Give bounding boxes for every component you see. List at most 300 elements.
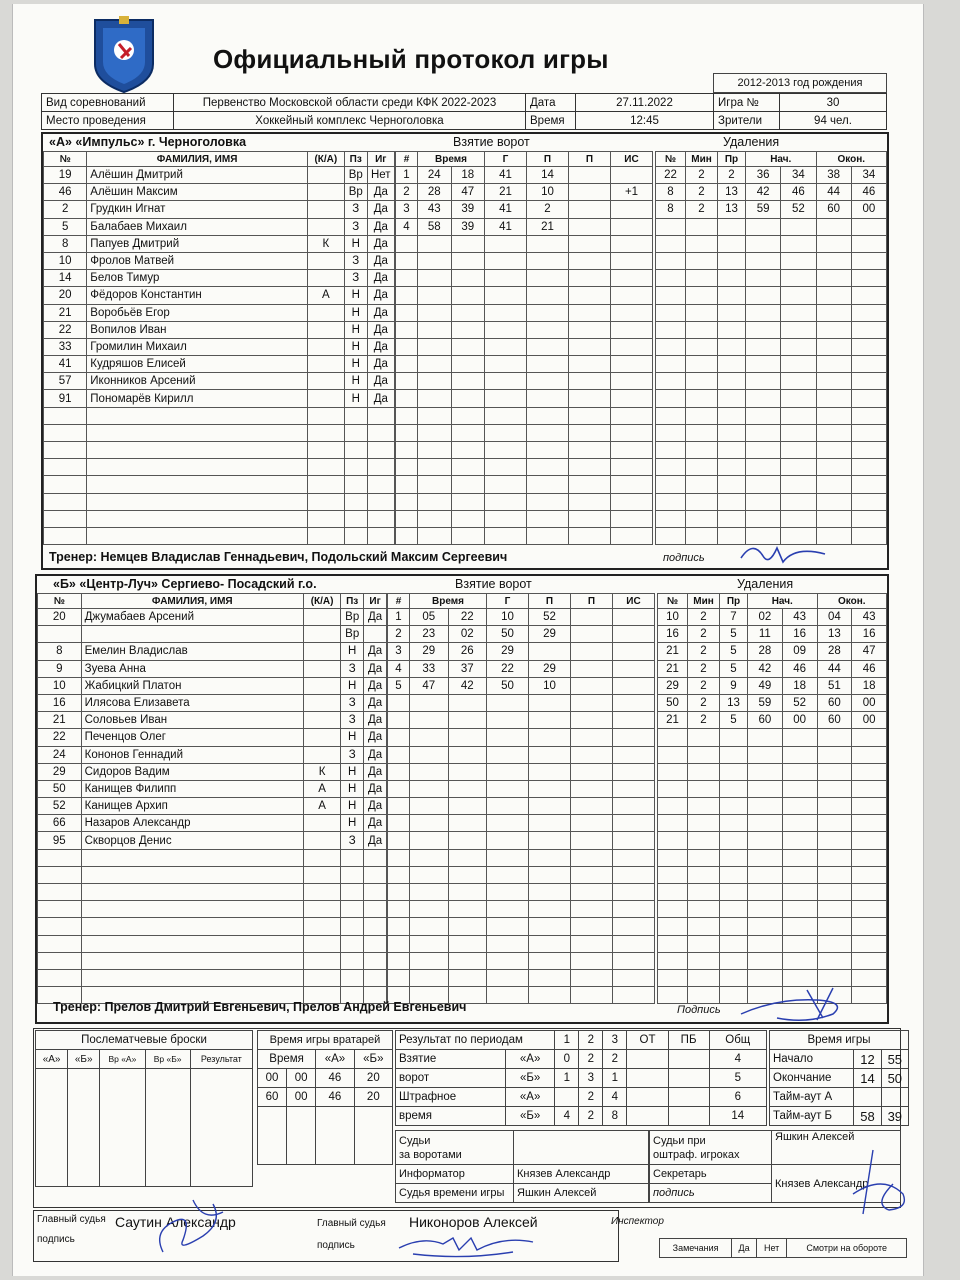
empty-cell bbox=[344, 527, 367, 544]
goal-row bbox=[396, 304, 653, 321]
player-role bbox=[307, 356, 344, 373]
goal-row bbox=[396, 287, 653, 304]
empty-cell bbox=[571, 969, 613, 986]
empty-cell bbox=[307, 510, 344, 527]
empty-cell bbox=[613, 798, 655, 815]
player-name bbox=[81, 626, 303, 643]
roster-row bbox=[44, 442, 395, 459]
empty-cell bbox=[410, 884, 449, 901]
goal-scorer: 41 bbox=[485, 201, 527, 218]
player-played: Нет bbox=[367, 167, 394, 184]
player-position: Н bbox=[341, 763, 364, 780]
player-role bbox=[303, 815, 340, 832]
overtime-header: ОТ bbox=[627, 1031, 668, 1050]
empty-cell bbox=[718, 510, 746, 527]
empty-cell bbox=[656, 270, 686, 287]
penalty-row bbox=[658, 918, 887, 935]
goal-row bbox=[388, 815, 655, 832]
empty-cell bbox=[817, 884, 852, 901]
empty-cell bbox=[341, 918, 364, 935]
penalty-judges-label-1: Судьи при bbox=[653, 1134, 706, 1147]
empty-cell bbox=[44, 493, 87, 510]
empty-cell bbox=[485, 476, 527, 493]
goal-minute: 58 bbox=[418, 218, 452, 235]
player-name: Жабицкий Платон bbox=[81, 677, 303, 694]
empty-cell bbox=[720, 746, 748, 763]
empty-cell bbox=[746, 304, 781, 321]
roster-row bbox=[38, 746, 387, 763]
goal-second: 39 bbox=[451, 218, 485, 235]
empty-cell bbox=[852, 866, 887, 883]
empty-cell bbox=[781, 390, 816, 407]
empty-cell bbox=[341, 969, 364, 986]
goalie-row1-b: 20 bbox=[354, 1069, 392, 1088]
empty-cell bbox=[720, 832, 748, 849]
empty-cell bbox=[410, 849, 449, 866]
penalty-header-start: Нач. bbox=[748, 594, 818, 609]
empty-cell bbox=[686, 304, 718, 321]
empty-cell bbox=[817, 798, 852, 815]
penalty-judges-label bbox=[650, 1131, 772, 1165]
penalty-judges-label-2: оштраф. игроках bbox=[653, 1148, 740, 1161]
empty-cell bbox=[527, 287, 569, 304]
penalty-end-minute: 04 bbox=[817, 609, 852, 626]
empty-cell bbox=[817, 952, 852, 969]
empty-cell bbox=[87, 424, 308, 441]
player-role bbox=[307, 390, 344, 407]
roster-header-name: ФАМИЛИЯ, ИМЯ bbox=[81, 594, 303, 609]
empty-cell bbox=[451, 304, 485, 321]
empty-cell bbox=[303, 918, 340, 935]
penalty-infraction: 5 bbox=[720, 712, 748, 729]
penalty-row bbox=[656, 407, 887, 424]
player-played: Да bbox=[364, 677, 387, 694]
player-position: Н bbox=[341, 798, 364, 815]
empty-cell bbox=[485, 390, 527, 407]
empty-cell bbox=[487, 935, 529, 952]
empty-cell bbox=[817, 815, 852, 832]
penalty-player: 16 bbox=[658, 626, 688, 643]
empty-cell bbox=[688, 918, 720, 935]
empty-cell bbox=[686, 373, 718, 390]
empty-cell bbox=[852, 832, 887, 849]
goal-number: 4 bbox=[388, 660, 410, 677]
goal-row bbox=[388, 935, 655, 952]
period-pim-b: 2 bbox=[579, 1107, 603, 1126]
player-role: К bbox=[307, 235, 344, 252]
empty-cell bbox=[418, 373, 452, 390]
player-played: Да bbox=[367, 270, 394, 287]
empty-cell bbox=[613, 935, 655, 952]
goal-row bbox=[388, 660, 655, 677]
empty-cell bbox=[688, 884, 720, 901]
player-role bbox=[307, 321, 344, 338]
game-number-label: Игра № bbox=[714, 94, 780, 112]
player-played: Да bbox=[364, 798, 387, 815]
team-a-penalties-title: Удаления bbox=[723, 135, 780, 149]
empty-cell bbox=[746, 321, 781, 338]
penalty-header-infraction: Пр bbox=[718, 152, 746, 167]
empty-cell bbox=[487, 952, 529, 969]
game-time-table bbox=[769, 1030, 909, 1126]
empty-cell bbox=[569, 459, 611, 476]
penalty-header-min: Мин bbox=[688, 594, 720, 609]
empty-cell bbox=[571, 884, 613, 901]
empty-cell bbox=[851, 270, 886, 287]
empty-cell bbox=[81, 884, 303, 901]
goalie-time-col-time: Время bbox=[258, 1050, 316, 1069]
head-ref2-value: Никоноров Алексей bbox=[409, 1214, 538, 1230]
empty-cell bbox=[611, 235, 653, 252]
empty-cell bbox=[656, 235, 686, 252]
team-a-roster bbox=[43, 151, 395, 545]
goal-scorer: 50 bbox=[487, 677, 529, 694]
empty-cell bbox=[38, 884, 82, 901]
empty-cell bbox=[782, 763, 817, 780]
penalty-start-second: 52 bbox=[781, 201, 816, 218]
empty-cell bbox=[688, 729, 720, 746]
empty-cell bbox=[451, 407, 485, 424]
empty-cell bbox=[529, 780, 571, 797]
empty-cell bbox=[718, 304, 746, 321]
empty-cell bbox=[529, 815, 571, 832]
empty-cell bbox=[364, 969, 387, 986]
player-position: Вр bbox=[341, 626, 364, 643]
empty-cell bbox=[746, 493, 781, 510]
empty-cell bbox=[851, 235, 886, 252]
empty-cell bbox=[410, 763, 449, 780]
empty-cell bbox=[344, 459, 367, 476]
player-number: 95 bbox=[38, 832, 82, 849]
penalty-start-minute: 49 bbox=[748, 677, 783, 694]
empty-cell bbox=[720, 815, 748, 832]
player-number: 24 bbox=[38, 746, 82, 763]
empty-cell bbox=[529, 969, 571, 986]
roster-row bbox=[38, 918, 387, 935]
start-hour: 12 bbox=[854, 1050, 881, 1069]
player-role bbox=[307, 184, 344, 201]
roster-row bbox=[38, 609, 387, 626]
empty-cell bbox=[613, 815, 655, 832]
goal-situation bbox=[613, 609, 655, 626]
player-played: Да bbox=[364, 712, 387, 729]
period-3-header: 3 bbox=[603, 1031, 627, 1050]
date-value: 27.11.2022 bbox=[576, 94, 714, 112]
empty-cell bbox=[344, 407, 367, 424]
goal-minute: 29 bbox=[410, 643, 449, 660]
empty-cell bbox=[410, 918, 449, 935]
empty-cell bbox=[487, 798, 529, 815]
empty-cell bbox=[396, 407, 418, 424]
empty-cell bbox=[569, 338, 611, 355]
goal-row bbox=[396, 252, 653, 269]
empty-cell bbox=[851, 252, 886, 269]
player-name: Кудряшов Елисей bbox=[87, 356, 308, 373]
empty-cell bbox=[529, 952, 571, 969]
empty-cell bbox=[748, 918, 783, 935]
empty-cell bbox=[718, 287, 746, 304]
period-results-title: Результат по периодам bbox=[396, 1031, 555, 1050]
empty-cell bbox=[307, 442, 344, 459]
empty-cell bbox=[448, 746, 487, 763]
empty-cell bbox=[781, 373, 816, 390]
head-ref-sign-label: подпись bbox=[37, 1234, 75, 1245]
empty-cell bbox=[656, 321, 686, 338]
empty-cell bbox=[485, 493, 527, 510]
empty-cell bbox=[344, 442, 367, 459]
empty-cell bbox=[451, 459, 485, 476]
empty-cell bbox=[38, 918, 82, 935]
empty-cell bbox=[396, 442, 418, 459]
empty-cell bbox=[781, 407, 816, 424]
empty-cell bbox=[658, 798, 688, 815]
head-ref2-signature bbox=[393, 1230, 543, 1260]
empty-cell bbox=[852, 884, 887, 901]
empty-cell bbox=[571, 849, 613, 866]
empty-cell bbox=[658, 935, 688, 952]
goal-row bbox=[396, 218, 653, 235]
goal-row bbox=[396, 167, 653, 184]
goal-row bbox=[396, 201, 653, 218]
empty-cell bbox=[448, 918, 487, 935]
player-position: З bbox=[341, 694, 364, 711]
player-role bbox=[307, 304, 344, 321]
empty-cell bbox=[686, 476, 718, 493]
shootout-col-a: «А» bbox=[36, 1050, 68, 1069]
empty-cell bbox=[781, 493, 816, 510]
shootout-header: ПБ bbox=[668, 1031, 709, 1050]
empty-cell bbox=[611, 510, 653, 527]
goal-row bbox=[396, 356, 653, 373]
penalty-row bbox=[658, 694, 887, 711]
empty-cell bbox=[748, 780, 783, 797]
empty-cell bbox=[451, 476, 485, 493]
empty-cell bbox=[748, 849, 783, 866]
empty-cell bbox=[782, 918, 817, 935]
empty-cell bbox=[851, 527, 886, 544]
empty-cell bbox=[448, 729, 487, 746]
roster-header-ka: (К/А) bbox=[307, 152, 344, 167]
empty-cell bbox=[816, 510, 851, 527]
empty-cell bbox=[527, 442, 569, 459]
goal-row bbox=[396, 527, 653, 544]
goal-judges-label bbox=[396, 1131, 514, 1165]
empty-cell bbox=[418, 321, 452, 338]
penalty-row bbox=[658, 935, 887, 952]
empty-cell bbox=[410, 969, 449, 986]
goal-second: 47 bbox=[451, 184, 485, 201]
empty-cell bbox=[569, 304, 611, 321]
team-b-sign-label: Подпись bbox=[677, 1004, 721, 1016]
roster-row bbox=[44, 390, 395, 407]
empty-cell bbox=[367, 510, 394, 527]
player-played: Да bbox=[367, 304, 394, 321]
period-2-header: 2 bbox=[579, 1031, 603, 1050]
penalty-row bbox=[658, 798, 887, 815]
league-logo-icon bbox=[91, 14, 157, 94]
empty-cell bbox=[718, 356, 746, 373]
empty-cell bbox=[529, 866, 571, 883]
empty-cell bbox=[611, 356, 653, 373]
empty-cell bbox=[388, 815, 410, 832]
empty-cell bbox=[686, 356, 718, 373]
goal-assist-1: 14 bbox=[527, 167, 569, 184]
goalie-time-col-b: «Б» bbox=[354, 1050, 392, 1069]
player-played: Да bbox=[367, 184, 394, 201]
goal-row bbox=[388, 969, 655, 986]
player-played: Да bbox=[364, 815, 387, 832]
period-pim-a: 4 bbox=[603, 1088, 627, 1107]
goalie-row2-b: 20 bbox=[354, 1088, 392, 1107]
penalty-player: 21 bbox=[658, 660, 688, 677]
player-number: 9 bbox=[38, 660, 82, 677]
empty-cell bbox=[44, 459, 87, 476]
empty-cell bbox=[81, 952, 303, 969]
empty-cell bbox=[529, 901, 571, 918]
empty-cell bbox=[87, 459, 308, 476]
empty-cell bbox=[487, 849, 529, 866]
empty-cell bbox=[686, 510, 718, 527]
informer-value: Князев Александр bbox=[514, 1165, 649, 1184]
player-name: Воробьёв Егор bbox=[87, 304, 308, 321]
empty-cell bbox=[448, 884, 487, 901]
empty-cell bbox=[448, 969, 487, 986]
empty-cell bbox=[611, 390, 653, 407]
empty-cell bbox=[851, 493, 886, 510]
goal-situation bbox=[611, 218, 653, 235]
player-role bbox=[307, 270, 344, 287]
empty-cell bbox=[720, 884, 748, 901]
empty-cell bbox=[418, 424, 452, 441]
empty-cell bbox=[816, 338, 851, 355]
roster-row bbox=[44, 476, 395, 493]
penalty-start-second: 16 bbox=[782, 626, 817, 643]
player-number: 5 bbox=[44, 218, 87, 235]
empty-cell bbox=[569, 356, 611, 373]
empty-cell bbox=[388, 935, 410, 952]
empty-cell bbox=[307, 459, 344, 476]
player-played: Да bbox=[367, 218, 394, 235]
player-number: 21 bbox=[38, 712, 82, 729]
empty-cell bbox=[487, 815, 529, 832]
empty-cell bbox=[569, 510, 611, 527]
empty-cell bbox=[396, 235, 418, 252]
empty-cell bbox=[81, 969, 303, 986]
empty-cell bbox=[658, 849, 688, 866]
goal-second: 39 bbox=[451, 201, 485, 218]
empty-cell bbox=[38, 935, 82, 952]
goal-assist-2 bbox=[571, 660, 613, 677]
empty-cell bbox=[410, 780, 449, 797]
empty-cell bbox=[487, 918, 529, 935]
player-number: 10 bbox=[44, 252, 87, 269]
empty-cell bbox=[611, 321, 653, 338]
penalty-end-minute: 60 bbox=[817, 694, 852, 711]
goal-row bbox=[388, 643, 655, 660]
empty-cell bbox=[688, 780, 720, 797]
remarks-no[interactable]: Нет bbox=[756, 1239, 786, 1258]
empty-cell bbox=[852, 918, 887, 935]
empty-cell bbox=[418, 510, 452, 527]
remarks-yes[interactable]: Да bbox=[732, 1239, 757, 1258]
player-number: 91 bbox=[44, 390, 87, 407]
penalty-row bbox=[658, 746, 887, 763]
empty-cell bbox=[688, 798, 720, 815]
player-name: Канищев Филипп bbox=[81, 780, 303, 797]
goal-situation bbox=[611, 167, 653, 184]
empty-cell bbox=[569, 373, 611, 390]
empty-cell bbox=[656, 218, 686, 235]
empty-cell bbox=[611, 527, 653, 544]
team-b-title: «Б» «Центр-Луч» Сергиево- Посадский г.о. bbox=[53, 577, 317, 591]
spectators-label: Зрители bbox=[714, 112, 780, 130]
roster-row bbox=[38, 901, 387, 918]
empty-cell bbox=[720, 780, 748, 797]
goal-assist-2 bbox=[569, 201, 611, 218]
empty-cell bbox=[782, 832, 817, 849]
player-name: Соловьев Иван bbox=[81, 712, 303, 729]
empty-cell bbox=[388, 866, 410, 883]
player-name: Сидоров Вадим bbox=[81, 763, 303, 780]
empty-cell bbox=[746, 356, 781, 373]
roster-row bbox=[44, 235, 395, 252]
empty-cell bbox=[303, 901, 340, 918]
empty-cell bbox=[688, 849, 720, 866]
penalty-start-minute: 28 bbox=[748, 643, 783, 660]
empty-cell bbox=[686, 218, 718, 235]
empty-cell bbox=[396, 321, 418, 338]
empty-cell bbox=[571, 935, 613, 952]
penalty-end-minute: 44 bbox=[816, 184, 851, 201]
goal-minute: 23 bbox=[410, 626, 449, 643]
roster-header-ig: Иг bbox=[367, 152, 394, 167]
goal-scorer: 22 bbox=[487, 660, 529, 677]
empty-cell bbox=[529, 729, 571, 746]
page-title: Официальный протокол игры bbox=[213, 44, 609, 74]
empty-cell bbox=[396, 476, 418, 493]
empty-cell bbox=[341, 849, 364, 866]
empty-cell bbox=[410, 952, 449, 969]
empty-cell bbox=[718, 252, 746, 269]
empty-cell bbox=[817, 763, 852, 780]
penalty-row bbox=[658, 884, 887, 901]
empty-cell bbox=[571, 918, 613, 935]
empty-cell bbox=[388, 694, 410, 711]
empty-cell bbox=[746, 510, 781, 527]
empty-cell bbox=[81, 935, 303, 952]
empty-cell bbox=[611, 270, 653, 287]
empty-cell bbox=[448, 866, 487, 883]
empty-cell bbox=[686, 493, 718, 510]
total-header: Общ bbox=[709, 1031, 766, 1050]
goal-situation bbox=[613, 660, 655, 677]
empty-cell bbox=[367, 476, 394, 493]
empty-cell bbox=[87, 442, 308, 459]
player-position: Н bbox=[341, 729, 364, 746]
empty-cell bbox=[613, 832, 655, 849]
team-a-signature bbox=[733, 536, 833, 570]
empty-cell bbox=[852, 798, 887, 815]
empty-cell bbox=[388, 746, 410, 763]
empty-cell bbox=[686, 287, 718, 304]
empty-cell bbox=[613, 987, 655, 1004]
empty-cell bbox=[44, 407, 87, 424]
player-played: Да bbox=[364, 746, 387, 763]
empty-cell bbox=[781, 287, 816, 304]
see-back-label: Смотри на обороте bbox=[787, 1239, 907, 1258]
empty-cell bbox=[569, 442, 611, 459]
period-pim-b: 4 bbox=[555, 1107, 579, 1126]
